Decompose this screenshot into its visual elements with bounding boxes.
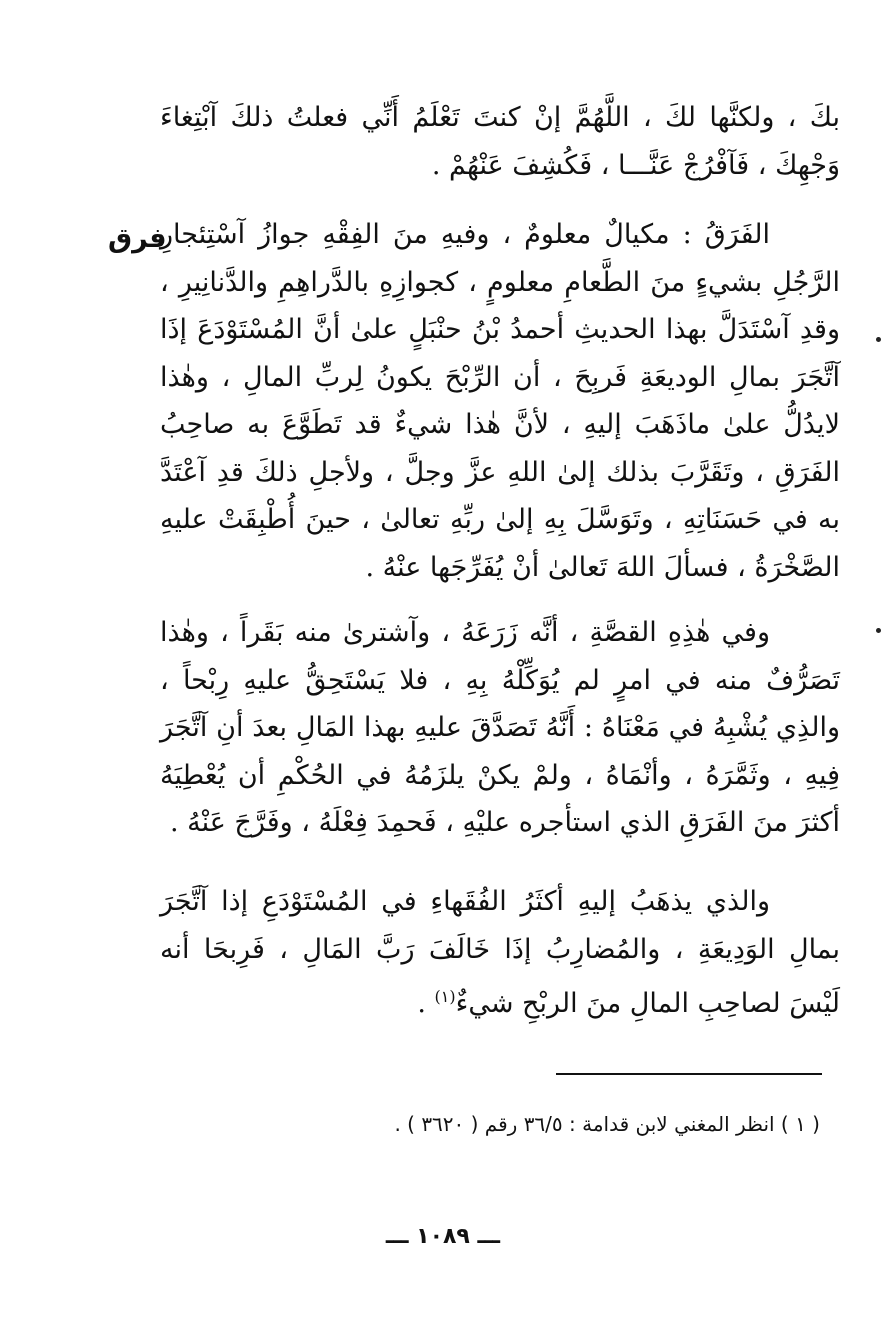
paragraph-4 — [160, 878, 840, 1028]
paragraph-2-text: الفَرَقُ : مكيالٌ معلومٌ ، وفيهِ منَ الفِقْهِ جوازُ آسْتِئجارِ الرَّجُلِ بشيءٍ منَ الطَّعامِ معلومٍ ، كجوازِهِ بالدَّراهِمِ والدَّنانِيرِ ، وقدِ آسْتَدَلَّ بهذا الحديثِ أحمدُ بْنُ حنْبَلٍ علىٰ أنَّ المُسْتَوْدَعَ إذَا آتَّجَرَ بمالِ الوديعَةِ فَربِحَ ، أن الرِّبْحَ يكونُ لِربِّ المالِ ، وهٰذا لايدُلُّ علىٰ ماذَهَبَ إليهِ ، لأنَّ هٰذا شيءٌ قد تَطَوَّعَ به صاحِبُ الفَرَقِ ، وتَقَرَّبَ بذلك إلىٰ اللهِ عزَّ وجلَّ ، ولأجلِ ذلكَ قدِ آعْتَدَّ به في حَسَنَاتِهِ ، وتَوَسَّلَ بِهِ إلىٰ ربِّهِ تعالىٰ ، حينَ أُطْبِقَتْ عليهِ الصَّخْرَةُ ، فسألَ اللهَ تَعالىٰ أنْ يُفَرِّجَها عنْهُ . — [160, 219, 840, 583]
paragraph-4-end: . — [417, 988, 435, 1019]
footnote-divider — [556, 1073, 822, 1075]
footnote: ( ١ ) انظر المغني لابن قدامة : ٣٦/٥ رقم ( ٣٦٢٠ ) . — [394, 1112, 820, 1136]
paragraph-1-text: بكَ ، ولكنَّها لكَ ، اللَّهُمَّ إنْ كنتَ تَعْلَمُ أَنِّي فعلتُ ذلكَ آبْتِغاءَ وَجْهِكَ ، فَآفْرُجْ عَنَّـــا ، فَكُشِفَ عَنْهُمْ . — [160, 102, 840, 181]
margin-dot — [876, 628, 881, 633]
paragraph-4-body: والذي يذهَبُ إليهِ أكثَرُ الفُقَهاءِ في المُسْتَوْدَعِ إذا آتَّجَرَ بمالِ الوَدِيعَةِ ، والمُضارِبُ إذَا خَالَفَ رَبَّ المَالِ ، فَرِبحَا أنه لَيْسَ لصاحِبِ المالِ منَ الربْحِ شيءٌ — [160, 886, 840, 1019]
footnote-marker: (١) — [434, 987, 456, 1006]
paragraph-1 — [160, 94, 840, 189]
paragraph-4-text — [160, 878, 840, 1028]
paragraph-3-text: وفي هٰذِهِ القصَّةِ ، أنَّه زَرَعَهُ ، وآشترىٰ منه بَقَراً ، وهٰذا تَصَرُّفٌ منه في امرٍ لم يُوَكِّلْهُ بِهِ ، فلا يَسْتَحِقُّ عليهِ رِبْحاً ، والذِي يُشْبِهُ في مَعْنَاهُ : أَنَّهُ تَصَدَّقَ عليهِ بهذا المَالِ بعدَ أنِ آتَّجَرَ فِيهِ ، وثَمَّرَهُ ، وأنْمَاهُ ، ولمْ يكنْ يلزَمُهُ في الحُكْمِ أن يُعْطِيَهُ أكثرَ منَ الفَرَقِ الذي استأجره عليْهِ ، فَحمِدَ فِعْلَهُ ، وفَرَّجَ عَنْهُ . — [160, 617, 840, 838]
margin-keyword: فرق — [108, 223, 167, 254]
paragraph-2 — [160, 211, 840, 591]
page-number: ـــ ١٠٨٩ ـــ — [385, 1224, 501, 1249]
margin-dot — [876, 337, 881, 342]
paragraph-3 — [160, 609, 840, 847]
